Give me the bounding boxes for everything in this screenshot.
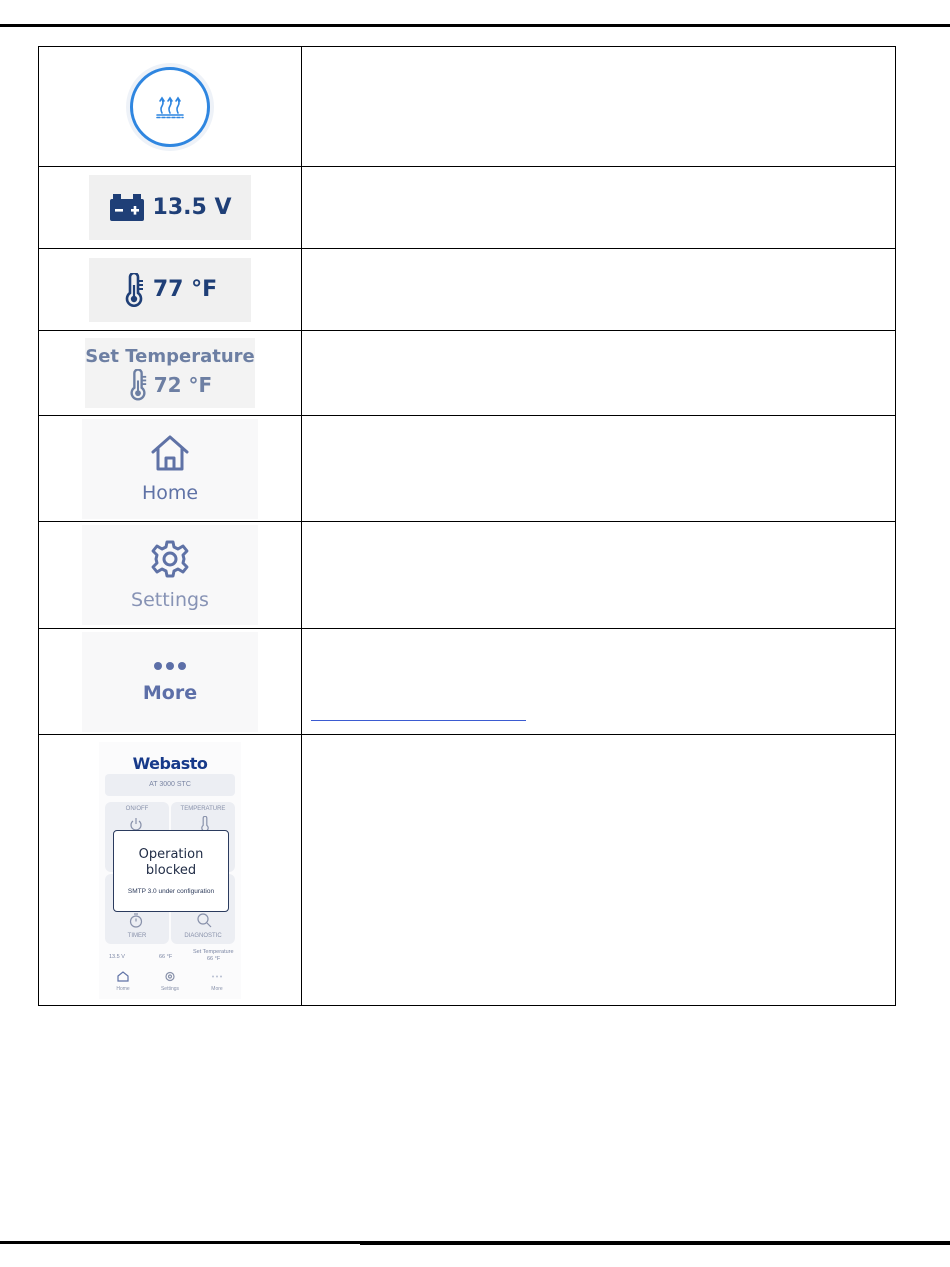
table-row <box>39 249 896 331</box>
battery-icon <box>109 194 145 222</box>
app-nav-more[interactable]: More <box>211 985 223 992</box>
nav-settings-button[interactable] <box>82 525 258 625</box>
nav-more-label: More <box>142 681 198 704</box>
thermometer-icon <box>123 273 145 307</box>
operation-blocked-dialog <box>113 830 229 912</box>
model-name: AT 3000 STC <box>149 781 191 788</box>
dialog-title: Operation blocked <box>138 846 204 878</box>
description-cell <box>302 249 896 331</box>
icon-cell <box>39 629 302 735</box>
description-cell <box>302 735 896 1006</box>
app-nav-home[interactable]: Home <box>116 985 130 992</box>
status-voltage: 13.5 V <box>109 953 125 960</box>
set-temperature-readout <box>85 338 255 408</box>
description-cell <box>302 167 896 249</box>
heat-button[interactable] <box>126 63 214 151</box>
thermometer-icon <box>128 369 148 401</box>
description-cell <box>302 47 896 167</box>
timer-icon <box>129 913 143 928</box>
webasto-logo: Webasto <box>132 753 208 773</box>
app-nav-settings[interactable]: Settings <box>160 985 180 992</box>
reference-link[interactable] <box>311 720 526 721</box>
nav-more-button[interactable] <box>82 632 258 732</box>
heat-button-ring <box>130 67 210 147</box>
icon-cell <box>39 47 302 167</box>
status-temperature: 66 °F <box>159 953 173 960</box>
table-row <box>39 629 896 735</box>
gear-icon <box>150 971 190 982</box>
home-icon <box>103 971 143 982</box>
footer-rule-thin <box>360 1244 950 1245</box>
description-cell <box>302 522 896 629</box>
table-row <box>39 522 896 629</box>
status-set-temp-value: 66 °F <box>207 955 221 962</box>
description-cell <box>302 331 896 416</box>
table-row <box>39 331 896 416</box>
description-cell <box>302 629 896 735</box>
model-banner <box>105 774 235 796</box>
more-dots-icon <box>152 660 188 672</box>
status-set-temp-label: Set Temperature <box>193 948 234 955</box>
table-row <box>39 167 896 249</box>
icon-cell <box>39 522 302 629</box>
icon-cell <box>39 331 302 416</box>
onoff-label: ON/OFF <box>125 805 149 812</box>
diagnostic-icon <box>197 913 212 928</box>
set-temperature-value: 72 °F <box>153 372 213 397</box>
temperature-readout <box>89 258 251 322</box>
icon-cell <box>39 249 302 331</box>
more-dots-icon <box>197 971 237 982</box>
timer-label: TIMER <box>127 932 147 939</box>
app-screenshot <box>99 742 241 999</box>
gear-icon <box>150 539 190 579</box>
current-temperature-value: 77 °F <box>152 277 218 302</box>
icon-reference-table <box>38 46 896 1006</box>
nav-home-button[interactable] <box>82 419 258 519</box>
header-rule <box>0 24 950 27</box>
table-row <box>39 47 896 167</box>
heat-icon <box>155 95 185 119</box>
home-icon <box>150 434 190 472</box>
diagnostic-label: DIAGNOSTIC <box>184 932 222 939</box>
nav-home-label: Home <box>141 481 199 504</box>
icon-cell <box>39 735 302 1006</box>
battery-voltage-value: 13.5 V <box>152 195 232 220</box>
icon-cell <box>39 167 302 249</box>
table-row <box>39 416 896 522</box>
temperature-label: TEMPERATURE <box>180 805 226 812</box>
table-row <box>39 735 896 1006</box>
icon-cell <box>39 416 302 522</box>
dialog-message: SMTP 3.0 under configuration <box>127 887 215 895</box>
nav-settings-label: Settings <box>131 589 209 611</box>
set-temperature-title: Set Temperature <box>85 345 255 367</box>
battery-readout <box>89 175 251 240</box>
description-cell <box>302 416 896 522</box>
power-icon <box>129 817 143 831</box>
